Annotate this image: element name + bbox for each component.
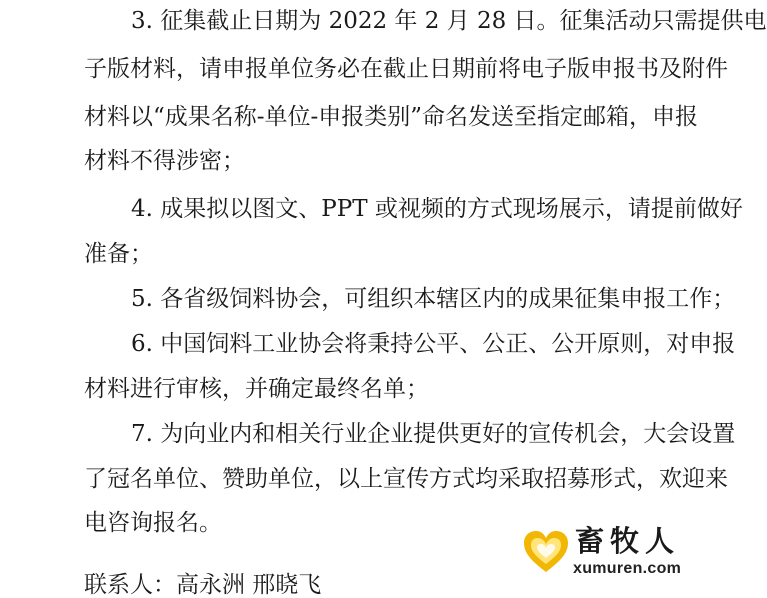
- watermark-site-url: xumuren.com: [573, 560, 682, 577]
- heart-icon: [523, 530, 569, 574]
- text-line: 子版材料，请申报单位务必在截止日期前将电子版申报书及附件: [84, 56, 728, 82]
- text-line: 7. 为向业内和相关行业企业提供更好的宣传机会，大会设置: [131, 421, 736, 447]
- text-line: 3. 征集截止日期为 2022 年 2 月 28 日。征集活动只需提供电: [131, 8, 767, 34]
- text-line: 电咨询报名。: [84, 510, 222, 536]
- text-line: 4. 成果拟以图文、PPT 或视频的方式现场展示，请提前做好: [131, 196, 743, 222]
- text-line: 6. 中国饲料工业协会将秉持公平、公正、公开原则，对申报: [131, 331, 736, 357]
- contact-line: 联系人：高永洲 邢晓飞: [84, 572, 322, 598]
- text-line: 材料进行审核，并确定最终名单；: [84, 376, 429, 402]
- text-line: 材料不得涉密；: [84, 148, 245, 174]
- text-line: 了冠名单位、赞助单位，以上宣传方式均采取招募形式，欢迎来: [84, 466, 728, 492]
- text-line: 5. 各省级饲料协会，可组织本辖区内的成果征集申报工作；: [131, 286, 736, 312]
- watermark-logo: [523, 524, 699, 580]
- watermark-site-name: 畜牧人: [575, 524, 681, 558]
- text-line: 材料以“成果名称-单位-申报类别”命名发送至指定邮箱，申报: [84, 104, 699, 130]
- text-line: 准备；: [84, 241, 153, 267]
